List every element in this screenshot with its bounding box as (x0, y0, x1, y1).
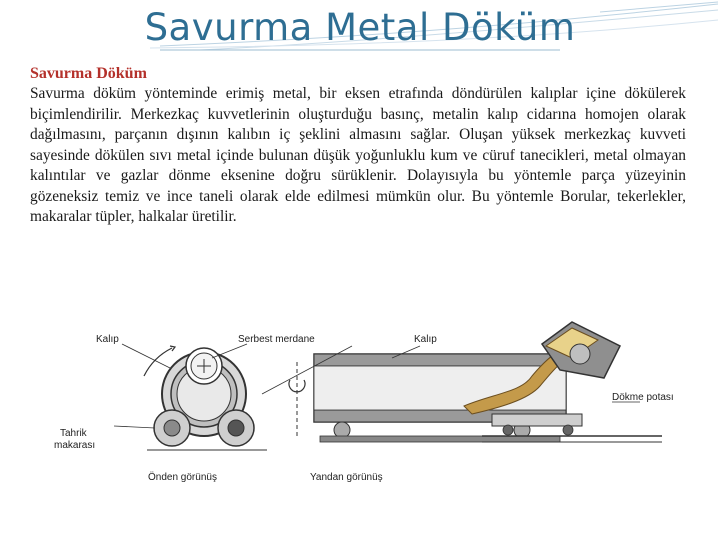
side-view (262, 322, 662, 442)
text-body (30, 64, 686, 228)
label-kalip-right: Kalıp (414, 334, 437, 345)
section-heading: Savurma Döküm (30, 65, 147, 82)
slide-title: Savurma Metal Döküm (144, 6, 576, 49)
label-serbest-merdane: Serbest merdane (238, 334, 315, 345)
body-paragraph: Savurma döküm yönteminde erimiş metal, bir eksen etrafında döndürülen kalıplar içine dökülerek biçimlendirilir. Merkezkaç kuvvetlerinin oluşturduğu basınç, metalin kalıp cidarına homojen olarak dağılmasını, parçanın dışının kalıbın iç şeklini almasını sağlar. Oluşan yüksek merkezkaç kuvveti sayesinde dökülen sıvı metal içinde bulunan düşük yoğunluklu kum ve cüruf tanecikleri, metal olmayan kalıntılar ve gazlar dönme eksenine doğru sürüklenir. Dolayısıyla bu yöntemle parça yüzeyinin gözeneksiz temiz ve ince taneli olarak elde edilmesi mümkün olur. Bu yöntemle Borular, tekerlekler, makaralar tüpler, halkalar üretilir. (30, 85, 686, 225)
label-kalip-left: Kalıp (96, 334, 119, 345)
label-yandan-gorunus: Yandan görünüş (310, 472, 383, 483)
label-makarasi: makarası (54, 440, 96, 451)
label-dokme-potasi: Dökme potası (612, 392, 674, 403)
label-onden-gorunus: Önden görünüş (148, 472, 217, 483)
label-tahrik: Tahrik (60, 428, 87, 439)
diagram-svg (52, 318, 682, 494)
centrifugal-casting-diagram (52, 318, 682, 494)
front-view (114, 344, 267, 450)
